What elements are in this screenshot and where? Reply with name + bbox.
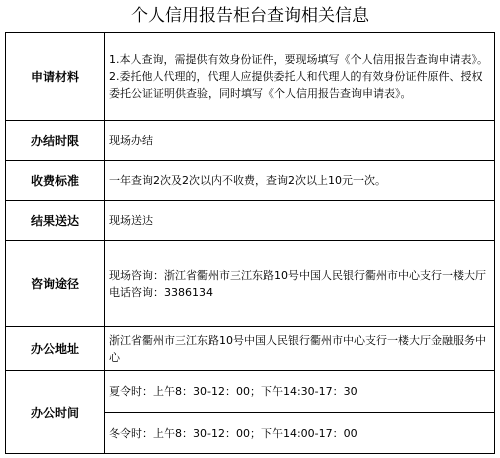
- materials-content: [105, 33, 495, 121]
- info-table: [5, 32, 495, 454]
- consult-phone: 电话咨询：3386134: [109, 285, 213, 299]
- row-label-delivery: 结果送达: [6, 201, 105, 241]
- table-row: [6, 371, 495, 454]
- hours-content: [105, 371, 495, 454]
- table-row: [6, 327, 495, 371]
- table-row: [6, 161, 495, 201]
- page-title: 个人信用报告柜台查询相关信息: [131, 6, 369, 26]
- row-label-consult: 咨询途径: [6, 241, 105, 327]
- table-row: [6, 201, 495, 241]
- row-label-time-limit: 办结时限: [6, 121, 105, 161]
- row-label-materials: 申请材料: [6, 33, 105, 121]
- delivery-value: 现场送达: [105, 201, 495, 241]
- consult-content: [105, 241, 495, 327]
- time-limit-value: 现场办结: [105, 121, 495, 161]
- consult-onsite: 现场咨询：浙江省衢州市三江东路10号中国人民银行衢州市中心支行一楼大厅: [109, 268, 486, 282]
- table-row: [6, 121, 495, 161]
- table-row: [6, 241, 495, 327]
- fees-value: 一年查询2次及2次以内不收费，查询2次以上10元一次。: [105, 161, 495, 201]
- materials-line-2: 2.委托他人代理的，代理人应提供委托人和代理人的有效身份证件原件、授权委托公证证明供查验，同时填写《个人信用报告查询申请表》。: [109, 70, 483, 100]
- table-row: [6, 33, 495, 121]
- hours-summer: 夏令时：上午8：30-12：00；下午14:30-17：30: [105, 371, 494, 413]
- address-value: 浙江省衢州市三江东路10号中国人民银行衢州市中心支行一楼大厅金融服务中心: [105, 327, 495, 371]
- row-label-hours: 办公时间: [6, 371, 105, 454]
- row-label-fees: 收费标准: [6, 161, 105, 201]
- materials-line-1: 1.本人查询，需提供有效身份证件，要现场填写《个人信用报告查询申请表》。: [109, 53, 488, 66]
- hours-winter: 冬令时：上午8：30-12：00；下午14:00-17：00: [109, 426, 358, 440]
- row-label-address: 办公地址: [6, 327, 105, 371]
